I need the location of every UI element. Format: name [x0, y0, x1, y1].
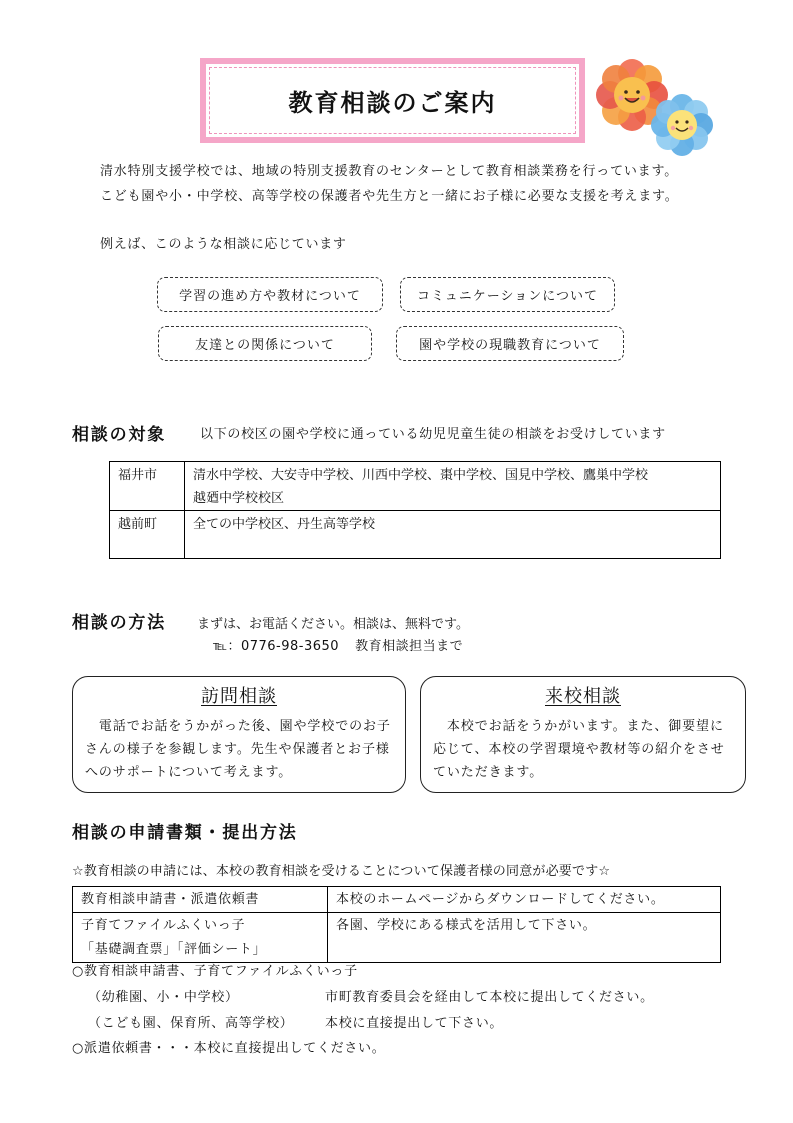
document-method: 各園、学校にある様式を活用して下さい。 [336, 918, 597, 933]
phone-line [213, 638, 463, 656]
document-cell [73, 913, 328, 963]
examples-lead: 例えば、このような相談に応じています [100, 237, 347, 252]
blue-flower-icon [651, 94, 713, 156]
area-name: 越前町 [118, 517, 158, 532]
visit-consultation-line: さんの様子を参観します。先生や保護者とお子様 [85, 742, 390, 757]
method-note: まずは、お電話ください。相談は、無料です。 [197, 617, 469, 632]
topic-label: コミュニケーションについて [417, 289, 598, 304]
schools-cell [185, 511, 721, 559]
document-name: 教育相談申請書・派遣依頼書 [81, 892, 260, 907]
submission-route-how: 市町教育委員会を経由して本校に提出してください。 [325, 990, 654, 1005]
school-consultation-line: 本校でお話をうかがいます。また、御要望に [433, 719, 724, 734]
schools-line: 清水中学校、大安寺中学校、川西中学校、棗中学校、国見中学校、鷹巣中学校 [193, 468, 649, 483]
submission-route-who: （こども園、保育所、高等学校） [88, 1016, 294, 1031]
table-row [110, 511, 721, 559]
visit-consultation-line: へのサポートについて考えます。 [85, 765, 293, 780]
table-row [110, 462, 721, 511]
page-title: 教育相談のご案内 [288, 89, 497, 117]
school-consultation-line: 応じて、本校の学習環境や教材等の紹介をさせ [433, 742, 725, 757]
topic-label: 学習の進め方や教材について [179, 289, 361, 304]
school-consultation-box [420, 676, 746, 793]
topic-box [396, 326, 624, 361]
phone-note: 教育相談担当まで [355, 639, 464, 654]
table-row [73, 887, 721, 913]
topic-label: 園や学校の現職教育について [419, 338, 601, 353]
area-name: 福井市 [118, 468, 158, 483]
school-consultation-title: 来校相談 [545, 686, 621, 707]
topic-box [157, 277, 383, 312]
schools-cell [185, 462, 721, 511]
visit-consultation-title: 訪問相談 [201, 686, 277, 707]
visit-consultation-line: 電話でお話をうかがった後、園や学校でのお子 [85, 719, 391, 734]
document-name: 子育てファイルふくいっ子 [81, 918, 246, 933]
area-cell [110, 462, 185, 511]
schools-line: 越廼中学校校区 [193, 491, 285, 506]
intro-line: 清水特別支援学校では、地域の特別支援教育のセンターとして教育相談業務を行っています。 [100, 164, 679, 179]
method-cell [328, 887, 721, 913]
topic-label: 友達との関係について [195, 338, 335, 353]
visit-consultation-box [72, 676, 406, 793]
topic-box [158, 326, 372, 361]
submission-note: ○教育相談申請書、子育てファイルふくいっ子 [72, 964, 358, 979]
submission-note: ○派遣依頼書・・・本校に直接提出してください。 [72, 1041, 386, 1056]
phone-number: ℡：0776-98-3650 [213, 639, 340, 654]
target-area-table [109, 461, 721, 559]
document-name: 「基礎調査票」「評価シート」 [81, 942, 267, 957]
title-frame [200, 58, 585, 143]
section-heading-method: 相談の方法 [72, 613, 166, 633]
section-heading-application: 相談の申請書類・提出方法 [72, 823, 298, 843]
submission-route-how: 本校に直接提出して下さい。 [325, 1016, 504, 1031]
consent-notice: ☆教育相談の申請には、本校の教育相談を受けることについて保護者様の同意が必要です☆ [72, 864, 611, 879]
submission-route-who: （幼稚園、小・中学校） [88, 990, 239, 1005]
method-cell [328, 913, 721, 963]
intro-line: こども園や小・中学校、高等学校の保護者や先生方と一緒にお子様に必要な支援を考えます。 [100, 189, 679, 204]
area-cell [110, 511, 185, 559]
table-row [73, 913, 721, 963]
documents-table [72, 886, 721, 963]
target-note: 以下の校区の園や学校に通っている幼児児童生徒の相談をお受けしています [200, 427, 666, 442]
section-heading-target: 相談の対象 [72, 425, 166, 445]
topic-box [400, 277, 615, 312]
smiling-flowers-icon [590, 50, 725, 158]
schools-line: 全ての中学校区、丹生高等学校 [193, 517, 376, 532]
school-consultation-line: ていただきます。 [433, 765, 544, 780]
document-cell [73, 887, 328, 913]
document-method: 本校のホームページからダウンロードしてください。 [336, 892, 665, 907]
